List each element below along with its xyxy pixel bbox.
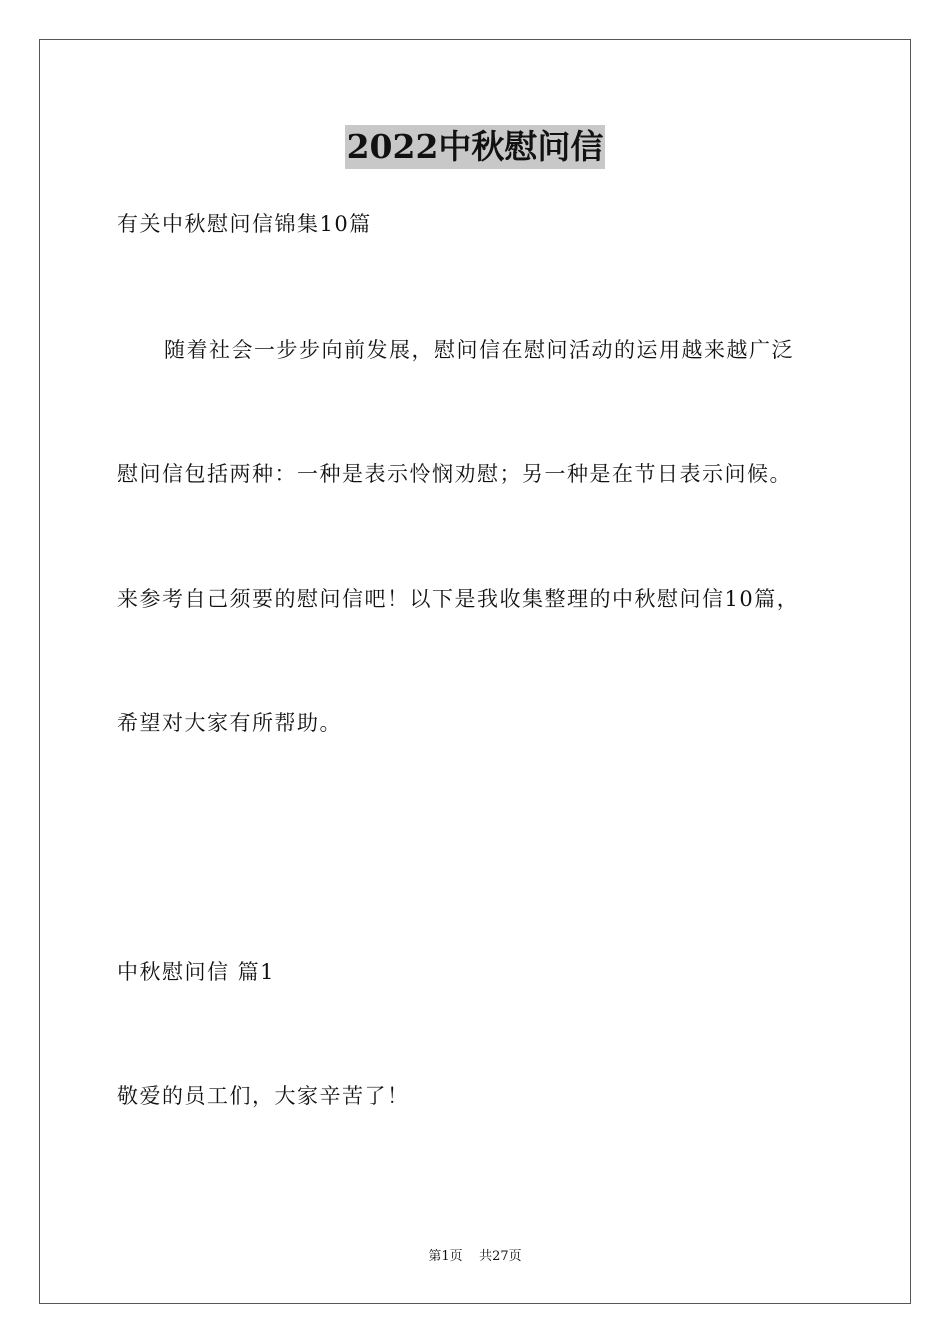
paragraph-line-2: 慰问信包括两种：一种是表示怜悯劝慰；另一种是在节日表示问候。	[117, 462, 792, 486]
greeting-line: 敬爱的员工们，大家辛苦了！	[117, 1084, 410, 1108]
document-title: 2022中秋慰问信	[345, 125, 606, 169]
paragraph-line-4: 希望对大家有所帮助。	[117, 711, 342, 735]
page-footer	[0, 1248, 950, 1266]
document-subtitle: 有关中秋慰问信锦集10篇	[117, 212, 372, 236]
section-heading: 中秋慰问信 篇1	[117, 960, 276, 984]
total-pages: 共27页	[479, 1249, 522, 1264]
paragraph-line-1: 随着社会一步步向前发展，慰问信在慰问活动的运用越来越广泛	[164, 338, 794, 362]
page-number: 第1页	[428, 1249, 463, 1264]
title-container	[0, 125, 950, 169]
paragraph-line-3: 来参考自己须要的慰问信吧！以下是我收集整理的中秋慰问信10篇，	[117, 587, 800, 611]
